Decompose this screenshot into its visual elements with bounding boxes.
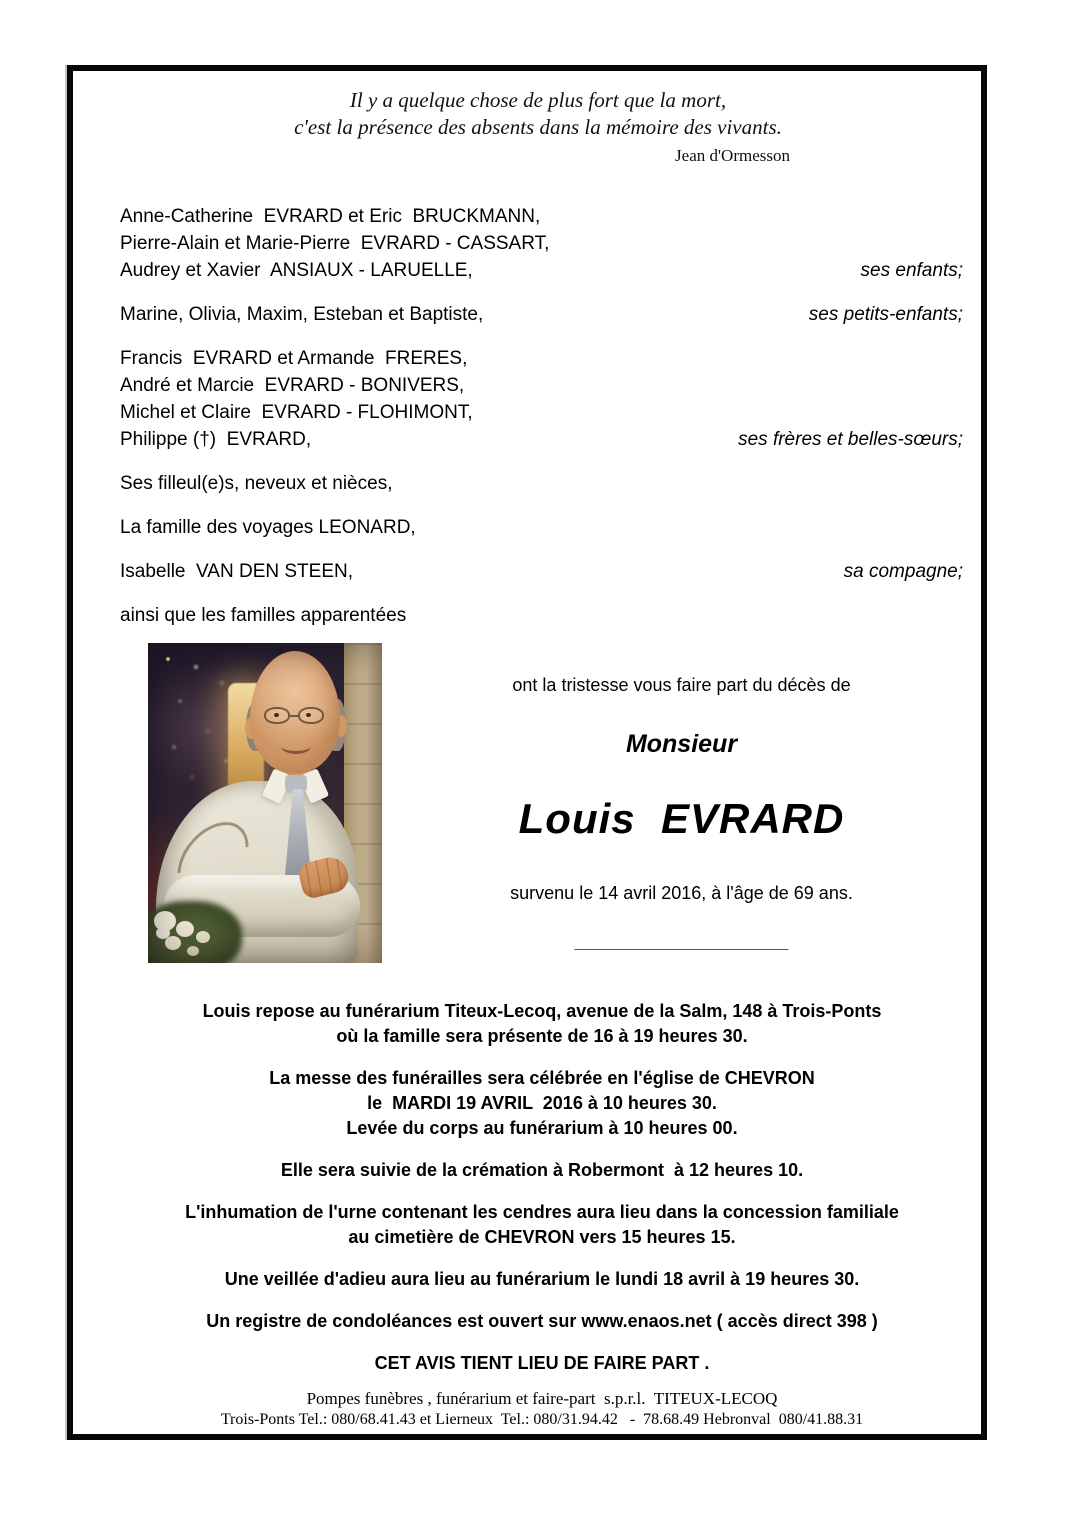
family-row [120,203,963,230]
family-row [120,514,963,541]
photo-vignette [148,643,382,963]
ceremony-line: Louis repose au funérarium Titeux-Lecoq, avenue de la Salm, 148 à Trois-Ponts [202,1001,882,1021]
family-role: ses frères et belles-sœurs; [738,429,963,450]
family-role: ses enfants; [860,260,963,281]
family-role: sa compagne; [843,561,963,582]
family-row [120,372,963,399]
footer-phone-line: Trois-Ponts Tel.: 080/68.41.43 et Lierneux Tel.: 080/31.94.42 - 78.68.49 Hebronval 080/41.88.31 [220,1411,864,1428]
family-row [120,301,963,328]
family-name: André et Marcie EVRARD - BONIVERS, [120,375,465,396]
quote-line-1: Il y a quelque chose de plus fort que la mort, [349,88,727,112]
family-name: Michel et Claire EVRARD - FLOHIMONT, [120,402,473,423]
family-row [120,257,963,284]
family-name: Philippe (†) EVRARD, [120,429,312,450]
document-frame [67,65,987,1440]
ceremony-info [103,999,981,1376]
ceremony-paragraph [103,999,981,1049]
footer-company-line: Pompes funèbres , funérarium et faire-part s.p.r.l. TITEUX-LECOQ [306,1389,778,1408]
ceremony-paragraph [103,1066,981,1141]
family-row [120,345,963,372]
separator-line: ________________________ [574,934,789,951]
family-row [120,470,963,497]
funeral-home-footer [103,1389,981,1429]
ceremony-paragraph [103,1158,981,1183]
ceremony-line: Une veillée d'adieu aura lieu au funérarium le lundi 18 avril à 19 heures 30. [224,1269,860,1289]
ceremony-line: L'inhumation de l'urne contenant les cendres aura lieu dans la concession familiale [185,1202,899,1222]
ceremony-paragraph [103,1267,981,1292]
quote-line-2: c'est la présence des absents dans la mémoire des vivants. [294,115,782,139]
family-row [120,230,963,257]
family-name: Isabelle VAN DEN STEEN, [120,561,354,582]
civility-title: Monsieur [625,730,738,758]
family-row [120,399,963,426]
family-name: Marine, Olivia, Maxim, Esteban et Baptiste, [120,304,484,325]
ceremony-line: où la famille sera présente de 16 à 19 heures 30. [336,1026,748,1046]
announcement-block [382,643,981,963]
ceremony-line: La messe des funérailles sera célébrée en l'église de CHEVRON [269,1068,815,1088]
family-row [120,426,963,453]
family-name: Ses filleul(e)s, neveux et nièces, [120,473,393,494]
death-date-line: survenu le 14 avril 2016, à l'âge de 69 ans. [510,883,853,903]
family-name: Anne-Catherine EVRARD et Eric BRUCKMANN, [120,206,541,227]
ceremony-paragraph [103,1200,981,1250]
family-role: ses petits-enfants; [808,304,963,325]
ceremony-paragraph [103,1309,981,1334]
deceased-name: Louis EVRARD [518,795,845,842]
family-name: ainsi que les familles apparentées [120,605,407,626]
family-list [120,203,963,629]
ceremony-paragraph [103,1351,981,1376]
family-name: Pierre-Alain et Marie-Pierre EVRARD - CASSART, [120,233,550,254]
quote-attribution: Jean d'Ormesson [675,146,790,165]
family-name: Francis EVRARD et Armande FRERES, [120,348,468,369]
family-name: Audrey et Xavier ANSIAUX - LARUELLE, [120,260,473,281]
family-name: La famille des voyages LEONARD, [120,517,416,538]
ceremony-line: Un registre de condoléances est ouvert sur www.enaos.net ( accès direct 398 ) [206,1311,878,1331]
funeral-notice-line: CET AVIS TIENT LIEU DE FAIRE PART . [374,1353,710,1373]
family-row [120,602,963,629]
family-row [120,558,963,585]
ceremony-line: le MARDI 19 AVRIL 2016 à 10 heures 30. [367,1093,717,1113]
ceremony-line: au cimetière de CHEVRON vers 15 heures 15. [348,1227,736,1247]
memorial-quote [95,87,981,169]
portrait-photo [148,643,382,963]
announcement-intro: ont la tristesse vous faire part du décès de [512,675,851,695]
ceremony-line: Levée du corps au funérarium à 10 heures 00. [346,1118,738,1138]
memorial-section [73,643,981,963]
ceremony-line: Elle sera suivie de la crémation à Robermont à 12 heures 10. [280,1160,804,1180]
